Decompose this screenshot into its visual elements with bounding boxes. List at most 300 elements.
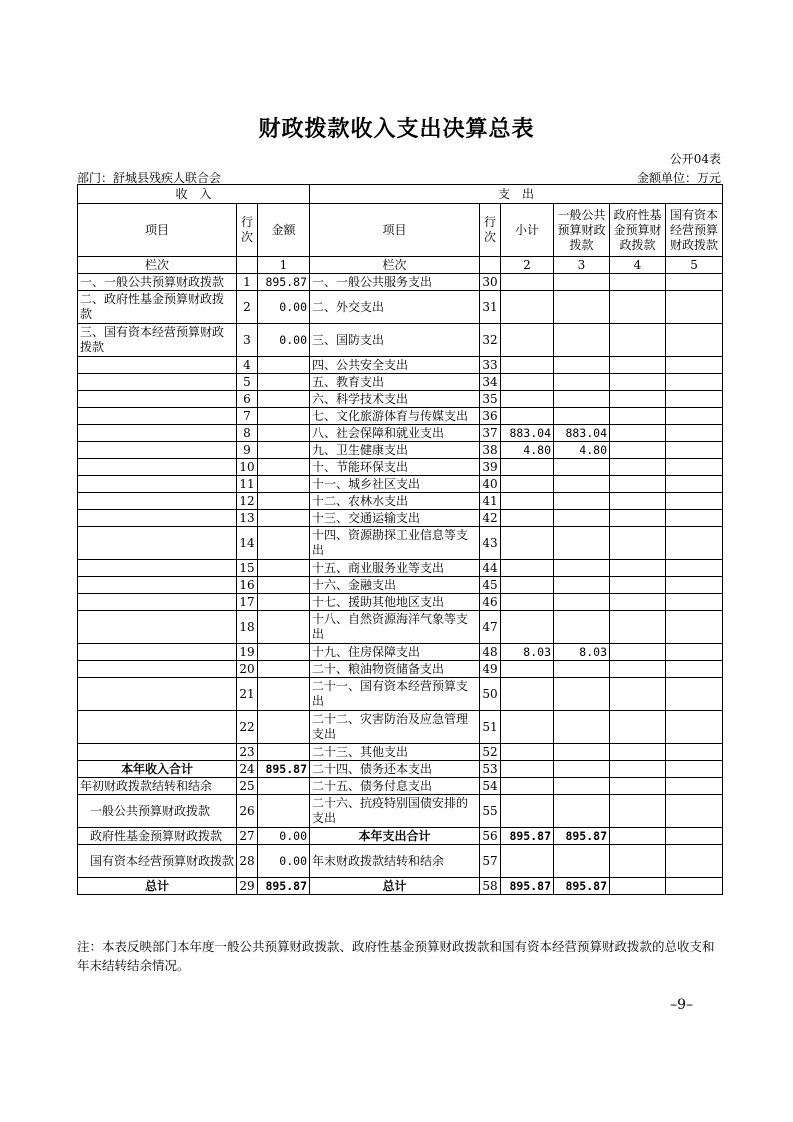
- income-item: [78, 678, 237, 711]
- expense-state-capital-budget: [666, 795, 723, 828]
- expense-subtotal: [501, 291, 554, 324]
- header-state-capital-budget: 国有资本经营预算财政拨款: [666, 204, 723, 257]
- expense-row-no: 49: [480, 661, 501, 678]
- income-amount: 0.00: [258, 828, 310, 845]
- expense-subtotal: [501, 324, 554, 357]
- expense-subtotal: [501, 845, 554, 878]
- expense-subtotal: 895.87: [501, 878, 554, 895]
- expense-row-no: 31: [480, 291, 501, 324]
- income-amount: 895.87: [258, 274, 310, 291]
- expense-row-no: 35: [480, 391, 501, 408]
- income-amount: [258, 611, 310, 644]
- income-amount: [258, 560, 310, 577]
- income-item: 二、政府性基金预算财政拨款: [78, 291, 237, 324]
- table-row: [78, 795, 723, 828]
- table-row: [78, 661, 723, 678]
- income-item: [78, 594, 237, 611]
- table-row: [78, 711, 723, 744]
- expense-item: 二十、粮油物资储备支出: [310, 661, 480, 678]
- expense-general-budget: 8.03: [554, 644, 610, 661]
- expense-row-no: 52: [480, 744, 501, 761]
- expense-state-capital-budget: [666, 459, 723, 476]
- income-amount: 0.00: [258, 291, 310, 324]
- income-item: [78, 527, 237, 560]
- expense-subtotal: [501, 274, 554, 291]
- income-amount: 895.87: [258, 878, 310, 895]
- expense-row-no: 46: [480, 594, 501, 611]
- income-item: [78, 374, 237, 391]
- table-row: [78, 374, 723, 391]
- column-header-row: [78, 204, 723, 257]
- expense-row-no: 38: [480, 442, 501, 459]
- table-row: [78, 425, 723, 442]
- expense-item: 六、科学技术支出: [310, 391, 480, 408]
- expense-state-capital-budget: [666, 711, 723, 744]
- header-income-amount: 金额: [258, 204, 310, 257]
- income-row-no: 20: [237, 661, 258, 678]
- expense-state-capital-budget: [666, 845, 723, 878]
- income-row-no: 15: [237, 560, 258, 577]
- expense-row-no: 55: [480, 795, 501, 828]
- expense-fund-budget: [610, 594, 666, 611]
- table-row: [78, 324, 723, 357]
- income-row-no: 8: [237, 425, 258, 442]
- expense-item: 八、社会保障和就业支出: [310, 425, 480, 442]
- expense-general-budget: [554, 291, 610, 324]
- table-row: [78, 493, 723, 510]
- expense-subtotal: [501, 678, 554, 711]
- expense-subtotal: 883.04: [501, 425, 554, 442]
- expense-general-budget: [554, 761, 610, 778]
- income-item: [78, 459, 237, 476]
- expense-state-capital-budget: [666, 374, 723, 391]
- income-item: [78, 744, 237, 761]
- income-row-no: 25: [237, 778, 258, 795]
- expense-state-capital-budget: [666, 577, 723, 594]
- form-number: 公开04表: [669, 152, 721, 166]
- expense-fund-budget: [610, 611, 666, 644]
- expense-item: 十四、资源勘探工业信息等支出: [310, 527, 480, 560]
- expense-item: 二十二、灾害防治及应急管理支出: [310, 711, 480, 744]
- income-row-no: 24: [237, 761, 258, 778]
- income-row-no: 6: [237, 391, 258, 408]
- department-label: 部门：舒城县残疾人联合会: [77, 171, 222, 185]
- expense-row-no: 58: [480, 878, 501, 895]
- expense-general-budget: [554, 594, 610, 611]
- expense-state-capital-budget: [666, 408, 723, 425]
- table-row: [78, 778, 723, 795]
- income-amount: [258, 391, 310, 408]
- expense-row-no: 42: [480, 510, 501, 527]
- section-header-row: [78, 185, 723, 204]
- expense-row-no: 40: [480, 476, 501, 493]
- header-income-item: 项目: [78, 204, 237, 257]
- column-index-row: [78, 257, 723, 274]
- income-row-no: 13: [237, 510, 258, 527]
- expense-fund-budget: [610, 878, 666, 895]
- table-row: [78, 274, 723, 291]
- expense-item: 二十一、国有资本经营预算支出: [310, 678, 480, 711]
- expense-item: 一、一般公共服务支出: [310, 274, 480, 291]
- income-amount: [258, 510, 310, 527]
- table-row: [78, 391, 723, 408]
- expense-fund-budget: [610, 845, 666, 878]
- expense-general-budget: 895.87: [554, 828, 610, 845]
- expense-general-budget: [554, 476, 610, 493]
- expense-general-budget: [554, 795, 610, 828]
- income-row-no: 9: [237, 442, 258, 459]
- income-row-no: 10: [237, 459, 258, 476]
- income-amount: [258, 442, 310, 459]
- expense-row-no: 53: [480, 761, 501, 778]
- income-item: [78, 611, 237, 644]
- income-item: [78, 644, 237, 661]
- income-row-no: 21: [237, 678, 258, 711]
- expense-subtotal: [501, 476, 554, 493]
- income-row-no: 29: [237, 878, 258, 895]
- expense-item: 七、文化旅游体育与传媒支出: [310, 408, 480, 425]
- income-item: [78, 711, 237, 744]
- table-row: [78, 408, 723, 425]
- expense-subtotal: [501, 510, 554, 527]
- expense-row-no: 45: [480, 577, 501, 594]
- income-amount: 0.00: [258, 845, 310, 878]
- expense-state-capital-budget: [666, 611, 723, 644]
- income-item: 一般公共预算财政拨款: [78, 795, 237, 828]
- expense-subtotal: 4.80: [501, 442, 554, 459]
- expense-fund-budget: [610, 744, 666, 761]
- expense-fund-budget: [610, 493, 666, 510]
- unit-label: 金额单位：万元: [636, 171, 721, 185]
- table-row: [78, 357, 723, 374]
- expense-fund-budget: [610, 644, 666, 661]
- expense-item: 十三、交通运输支出: [310, 510, 480, 527]
- expense-subtotal: [501, 594, 554, 611]
- expense-fund-budget: [610, 357, 666, 374]
- column-index-blank-2: [480, 257, 501, 274]
- expense-item: 九、卫生健康支出: [310, 442, 480, 459]
- income-item: [78, 357, 237, 374]
- expense-subtotal: [501, 374, 554, 391]
- income-row-no: 3: [237, 324, 258, 357]
- income-amount: [258, 357, 310, 374]
- table-row: [78, 678, 723, 711]
- expense-state-capital-budget: [666, 442, 723, 459]
- expense-row-no: 34: [480, 374, 501, 391]
- income-item: 国有资本经营预算财政拨款: [78, 845, 237, 878]
- expense-fund-budget: [610, 795, 666, 828]
- table-row: [78, 476, 723, 493]
- expense-row-no: 33: [480, 357, 501, 374]
- table-row: [78, 644, 723, 661]
- income-item: [78, 560, 237, 577]
- expense-subtotal: [501, 408, 554, 425]
- expense-fund-budget: [610, 560, 666, 577]
- table-row: [78, 577, 723, 594]
- expense-item: 二十四、债务还本支出: [310, 761, 480, 778]
- expense-item: 二十三、其他支出: [310, 744, 480, 761]
- column-index-2: 2: [501, 257, 554, 274]
- expense-general-budget: [554, 459, 610, 476]
- expense-state-capital-budget: [666, 778, 723, 795]
- expense-fund-budget: [610, 476, 666, 493]
- income-item: 三、国有资本经营预算财政拨款: [78, 324, 237, 357]
- expense-fund-budget: [610, 374, 666, 391]
- expense-row-no: 54: [480, 778, 501, 795]
- income-amount: [258, 678, 310, 711]
- expense-fund-budget: [610, 661, 666, 678]
- income-row-no: 22: [237, 711, 258, 744]
- expense-item: 十一、城乡社区支出: [310, 476, 480, 493]
- expense-general-budget: [554, 661, 610, 678]
- expense-item: 十九、住房保障支出: [310, 644, 480, 661]
- expense-state-capital-budget: [666, 644, 723, 661]
- expense-row-no: 44: [480, 560, 501, 577]
- expense-item: 年末财政拨款结转和结余: [310, 845, 480, 878]
- expense-subtotal: [501, 744, 554, 761]
- header-general-budget: 一般公共预算财政拨款: [554, 204, 610, 257]
- expense-general-budget: [554, 678, 610, 711]
- expense-fund-budget: [610, 711, 666, 744]
- expense-general-budget: [554, 577, 610, 594]
- income-row-no: 26: [237, 795, 258, 828]
- income-amount: [258, 644, 310, 661]
- expense-row-no: 41: [480, 493, 501, 510]
- expense-subtotal: [501, 391, 554, 408]
- expense-general-budget: [554, 324, 610, 357]
- expense-general-budget: [554, 493, 610, 510]
- expense-state-capital-budget: [666, 678, 723, 711]
- expense-fund-budget: [610, 828, 666, 845]
- expense-row-no: 36: [480, 408, 501, 425]
- income-amount: [258, 408, 310, 425]
- income-amount: [258, 577, 310, 594]
- expense-row-no: 30: [480, 274, 501, 291]
- expense-fund-budget: [610, 442, 666, 459]
- expense-subtotal: 8.03: [501, 644, 554, 661]
- expense-fund-budget: [610, 577, 666, 594]
- column-index-label-2: 栏次: [310, 257, 480, 274]
- expense-row-no: 57: [480, 845, 501, 878]
- income-item: 总计: [78, 878, 237, 895]
- expense-subtotal: [501, 778, 554, 795]
- expense-general-budget: [554, 391, 610, 408]
- expense-item: 二、外交支出: [310, 291, 480, 324]
- income-amount: [258, 778, 310, 795]
- income-item: 本年收入合计: [78, 761, 237, 778]
- table-row: [78, 878, 723, 895]
- expense-general-budget: [554, 274, 610, 291]
- income-row-no: 27: [237, 828, 258, 845]
- income-amount: [258, 493, 310, 510]
- expense-fund-budget: [610, 778, 666, 795]
- expense-subtotal: [501, 527, 554, 560]
- income-row-no: 4: [237, 357, 258, 374]
- income-item: [78, 408, 237, 425]
- expense-general-budget: [554, 374, 610, 391]
- expense-general-budget: [554, 611, 610, 644]
- expense-state-capital-budget: [666, 357, 723, 374]
- expense-state-capital-budget: [666, 560, 723, 577]
- expense-fund-budget: [610, 425, 666, 442]
- column-index-1: 1: [258, 257, 310, 274]
- income-row-no: 23: [237, 744, 258, 761]
- expense-row-no: 43: [480, 527, 501, 560]
- expense-fund-budget: [610, 761, 666, 778]
- income-amount: [258, 374, 310, 391]
- expense-row-no: 51: [480, 711, 501, 744]
- expense-state-capital-budget: [666, 527, 723, 560]
- column-index-5: 5: [666, 257, 723, 274]
- income-item: [78, 577, 237, 594]
- income-amount: [258, 744, 310, 761]
- expense-subtotal: [501, 761, 554, 778]
- income-row-no: 11: [237, 476, 258, 493]
- income-amount: 895.87: [258, 761, 310, 778]
- column-index-blank: [237, 257, 258, 274]
- expense-general-budget: [554, 408, 610, 425]
- expense-general-budget: [554, 711, 610, 744]
- income-amount: [258, 795, 310, 828]
- page-title: 财政拨款收入支出决算总表: [258, 116, 535, 142]
- expense-subtotal: [501, 661, 554, 678]
- expense-item: 十八、自然资源海洋气象等支出: [310, 611, 480, 644]
- expense-row-no: 32: [480, 324, 501, 357]
- expense-fund-budget: [610, 678, 666, 711]
- expense-row-no: 50: [480, 678, 501, 711]
- table-row: [78, 510, 723, 527]
- expense-general-budget: [554, 845, 610, 878]
- income-row-no: 16: [237, 577, 258, 594]
- header-subtotal: 小计: [501, 204, 554, 257]
- table-row: [78, 611, 723, 644]
- expense-general-budget: [554, 744, 610, 761]
- income-row-no: 17: [237, 594, 258, 611]
- expense-item: 十、节能环保支出: [310, 459, 480, 476]
- table-row: [78, 828, 723, 845]
- expense-row-no: 37: [480, 425, 501, 442]
- expense-general-budget: 4.80: [554, 442, 610, 459]
- expense-state-capital-budget: [666, 878, 723, 895]
- expense-fund-budget: [610, 291, 666, 324]
- expense-subtotal: [501, 611, 554, 644]
- expense-item: 十二、农林水支出: [310, 493, 480, 510]
- expense-state-capital-budget: [666, 324, 723, 357]
- expense-subtotal: [501, 357, 554, 374]
- expense-fund-budget: [610, 527, 666, 560]
- expense-subtotal: [501, 795, 554, 828]
- expense-state-capital-budget: [666, 828, 723, 845]
- expense-subtotal: [501, 493, 554, 510]
- income-section-header: 收 入: [78, 185, 310, 204]
- income-item: [78, 391, 237, 408]
- page-number: –9–: [670, 997, 693, 1013]
- expense-subtotal: [501, 459, 554, 476]
- income-item: [78, 661, 237, 678]
- expense-general-budget: [554, 510, 610, 527]
- table-row: [78, 560, 723, 577]
- expense-general-budget: [554, 357, 610, 374]
- expense-item: 十七、援助其他地区支出: [310, 594, 480, 611]
- income-amount: [258, 459, 310, 476]
- expense-section-header: 支 出: [310, 185, 723, 204]
- expense-state-capital-budget: [666, 476, 723, 493]
- column-index-4: 4: [610, 257, 666, 274]
- expense-state-capital-budget: [666, 594, 723, 611]
- expense-fund-budget: [610, 324, 666, 357]
- expense-general-budget: [554, 560, 610, 577]
- table-row: [78, 845, 723, 878]
- expense-state-capital-budget: [666, 493, 723, 510]
- expense-state-capital-budget: [666, 744, 723, 761]
- expense-fund-budget: [610, 408, 666, 425]
- expense-fund-budget: [610, 510, 666, 527]
- income-amount: [258, 425, 310, 442]
- expense-fund-budget: [610, 391, 666, 408]
- income-item: [78, 510, 237, 527]
- income-item: 政府性基金预算财政拨款: [78, 828, 237, 845]
- income-row-no: 14: [237, 527, 258, 560]
- header-expense-item: 项目: [310, 204, 480, 257]
- expense-state-capital-budget: [666, 391, 723, 408]
- income-row-no: 18: [237, 611, 258, 644]
- expense-general-budget: [554, 527, 610, 560]
- income-item: [78, 476, 237, 493]
- table-row: [78, 291, 723, 324]
- income-amount: 0.00: [258, 324, 310, 357]
- column-index-label: 栏次: [78, 257, 237, 274]
- income-amount: [258, 476, 310, 493]
- budget-summary-table: [77, 184, 723, 895]
- expense-item: 总计: [310, 878, 480, 895]
- expense-row-no: 39: [480, 459, 501, 476]
- footnote: 注：本表反映部门本年度一般公共预算财政拨款、政府性基金预算财政拨款和国有资本经营预算财政拨款的总收支和年末结转结余情况。: [77, 939, 715, 973]
- table-row: [78, 594, 723, 611]
- expense-subtotal: [501, 711, 554, 744]
- table-row: [78, 527, 723, 560]
- table-row: [78, 442, 723, 459]
- expense-item: 本年支出合计: [310, 828, 480, 845]
- header-income-row-no: 行次: [237, 204, 258, 257]
- expense-state-capital-budget: [666, 425, 723, 442]
- income-item: [78, 425, 237, 442]
- expense-item: 二十六、抗疫特别国债安排的支出: [310, 795, 480, 828]
- income-amount: [258, 661, 310, 678]
- expense-state-capital-budget: [666, 291, 723, 324]
- income-amount: [258, 594, 310, 611]
- income-row-no: 19: [237, 644, 258, 661]
- income-item: 年初财政拨款结转和结余: [78, 778, 237, 795]
- expense-row-no: 47: [480, 611, 501, 644]
- expense-item: 五、教育支出: [310, 374, 480, 391]
- expense-item: 十六、金融支出: [310, 577, 480, 594]
- header-expense-row-no: 行次: [480, 204, 501, 257]
- expense-state-capital-budget: [666, 510, 723, 527]
- income-row-no: 7: [237, 408, 258, 425]
- expense-general-budget: 883.04: [554, 425, 610, 442]
- expense-fund-budget: [610, 274, 666, 291]
- expense-item: 四、公共安全支出: [310, 357, 480, 374]
- expense-item: 三、国防支出: [310, 324, 480, 357]
- table-row: [78, 761, 723, 778]
- income-row-no: 1: [237, 274, 258, 291]
- expense-general-budget: 895.87: [554, 878, 610, 895]
- header-fund-budget: 政府性基金预算财政拨款: [610, 204, 666, 257]
- expense-subtotal: [501, 560, 554, 577]
- expense-item: 二十五、债务付息支出: [310, 778, 480, 795]
- expense-fund-budget: [610, 459, 666, 476]
- expense-item: 十五、商业服务业等支出: [310, 560, 480, 577]
